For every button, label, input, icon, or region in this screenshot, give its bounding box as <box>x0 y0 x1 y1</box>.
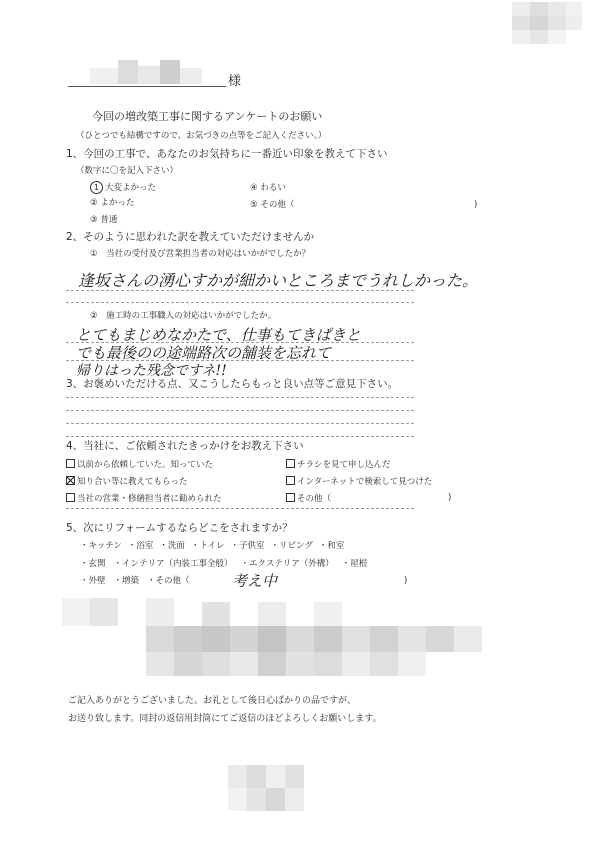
q5-question: 5、次にリフォームするならどこをされますか？ <box>66 522 293 534</box>
q1-option-4[interactable]: ④ わるい <box>250 183 286 193</box>
q2-sub1: ① 当社の受付及び営業担当者の対応はいかがでしたか？ <box>90 249 311 259</box>
q1-option-1-circle-mark: 1 <box>90 181 103 194</box>
q5-row1 <box>80 541 344 552</box>
q1-option-5[interactable]: ⑤ その他（ <box>250 200 295 210</box>
q4-bottom-line <box>66 508 414 509</box>
footer-line1: ご記入ありがとうございました。お礼として後日心ばかりの品ですが、 <box>68 696 357 706</box>
footer-line2: お送り致します。同封の返信用封筒にてご返信のほどよろしくお願いします。 <box>68 714 382 724</box>
q1-note: （数字に〇を記入下さい） <box>76 166 179 176</box>
survey-instruction: （ひとつでも結構ですので、お気づきの点等をご記入ください。） <box>76 131 327 141</box>
redacted-customer-name <box>90 60 202 86</box>
q5-option-toilet[interactable]: ・トイレ <box>190 541 225 551</box>
q5-row3 <box>80 576 190 587</box>
q4-option-3[interactable]: 当社の営業・修繕担当者に勧められた <box>66 493 222 505</box>
q4-option-5-checkbox[interactable] <box>286 476 295 485</box>
q1-other-close: ) <box>474 200 478 210</box>
name-underline <box>68 86 226 87</box>
q2-answer1-line <box>66 290 414 291</box>
q4-question: 4、当社に、ご依頼されたきっかけをお教え下さい <box>66 440 304 452</box>
q5-handwritten-other[interactable]: 考え中 <box>232 572 278 590</box>
q4-option-5[interactable]: インターネットで検索して見つけた <box>286 476 432 488</box>
q2-sub2: ② 施工時の工事職人の対応はいかがでしたか。 <box>90 311 277 321</box>
q3-question: 3、お褒めいただける点、又こうしたらもっと良い点等ご意見下さい。 <box>66 378 399 390</box>
q2-answer1[interactable]: 逢坂さんの湧心すかが細かいところまでうれしかった。 <box>78 271 479 290</box>
q4-option-6-checkbox[interactable] <box>286 493 295 502</box>
q5-option-other[interactable]: ・その他（ <box>147 576 190 586</box>
q5-option-outer-wall[interactable]: ・外壁 <box>80 576 106 586</box>
q3-answer-line-4 <box>66 436 414 437</box>
q5-option-interior[interactable]: ・インテリア（内装工事全般） <box>113 559 233 569</box>
q4-option-1[interactable]: 以前から依頼していた。知っていた <box>66 459 213 471</box>
q5-option-exterior[interactable]: ・エクステリア（外構） <box>240 559 334 569</box>
redacted-company-info <box>62 598 482 680</box>
q2-answer2-line3[interactable]: 帰りはった残念ですネ!! <box>76 363 227 379</box>
q2-answer2-line <box>66 342 414 343</box>
q4-option-2[interactable]: 知り合い等に教えてもらった <box>66 476 188 488</box>
q4-option-2-checkbox[interactable] <box>66 476 75 485</box>
q2-answer1-line-2 <box>66 302 414 303</box>
q4-option-1-checkbox[interactable] <box>66 459 75 468</box>
q3-answer-line-2 <box>66 410 414 411</box>
q4-other-close: ) <box>448 493 452 503</box>
q2-answer2-line2[interactable]: でも最後のの途端路次の舗装を忘れて <box>76 344 332 362</box>
q4-option-3-checkbox[interactable] <box>66 493 75 502</box>
q2-answer2-line1[interactable]: とてもまじめなかたで、仕事もてきぱきと <box>76 326 361 344</box>
q1-option-3[interactable]: ③ 普通 <box>90 215 118 225</box>
survey-title: 今回の増改築工事に関するアンケートのお願い <box>92 110 323 123</box>
q4-option-4-checkbox[interactable] <box>286 459 295 468</box>
q4-option-6[interactable]: その他（ <box>286 493 331 505</box>
q5-other-close: ) <box>404 576 408 586</box>
redacted-corner-mark <box>512 2 582 44</box>
q5-option-extension[interactable]: ・増築 <box>113 576 140 586</box>
q1-option-1[interactable]: 1 大変よかった <box>90 181 156 194</box>
q5-option-washroom[interactable]: ・洗面 <box>159 541 185 551</box>
q2-answer2-line-2 <box>66 360 414 361</box>
q5-row2 <box>80 559 367 570</box>
q5-option-bath[interactable]: ・浴室 <box>127 541 154 551</box>
redacted-bottom-mark <box>228 765 304 811</box>
q3-answer-line-3 <box>66 423 414 424</box>
q1-option-2[interactable]: ② よかった <box>90 198 135 208</box>
q5-option-japanese-room[interactable]: ・和室 <box>318 541 345 551</box>
q5-option-living[interactable]: ・リビング <box>270 541 313 551</box>
q5-option-entrance[interactable]: ・玄関 <box>80 559 106 569</box>
honorific: 様 <box>228 74 242 89</box>
q4-option-4[interactable]: チラシを見て申し込んだ <box>286 459 391 471</box>
q5-option-kitchen[interactable]: ・キッチン <box>80 541 122 551</box>
q3-answer-line-1 <box>66 397 414 398</box>
q2-question: 2、そのように思われた訳を教えていただけませんか <box>66 231 315 243</box>
q1-question: 1、今回の工事で、あなたのお気持ちに一番近い印象を教えて下さい <box>66 148 388 160</box>
q5-option-kids-room[interactable]: ・子供室 <box>230 541 265 551</box>
q5-option-roof[interactable]: ・屋根 <box>341 559 368 569</box>
